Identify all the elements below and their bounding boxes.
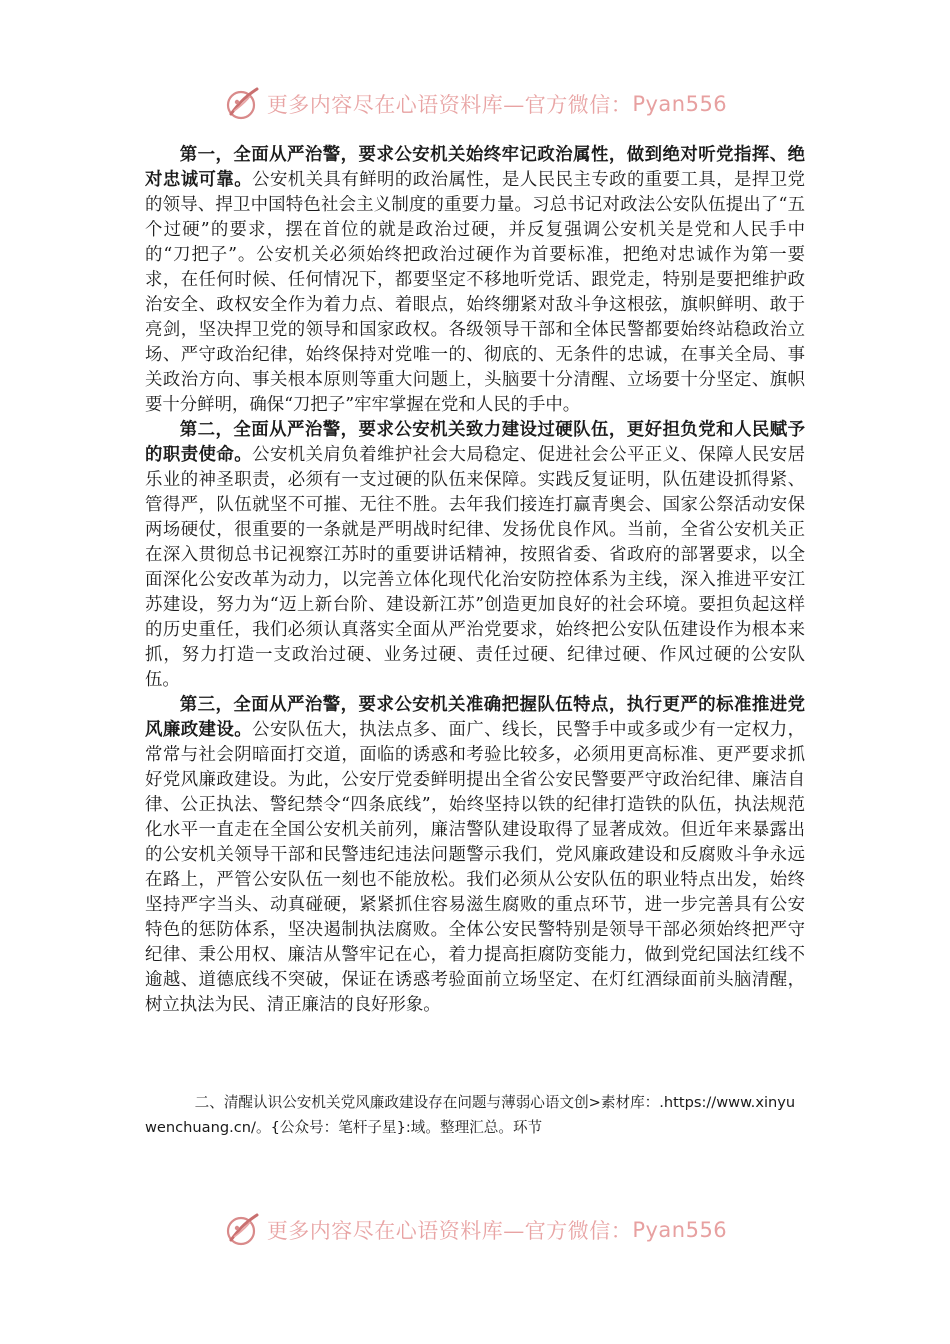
article-body xyxy=(145,143,805,1018)
watermark-banner-bottom xyxy=(0,1208,950,1252)
brush-logo-icon xyxy=(223,1210,263,1250)
watermark-banner-top xyxy=(0,82,950,126)
banner-wechat-id: Pyan556 xyxy=(632,1218,728,1242)
paragraph-3 xyxy=(145,693,805,1018)
banner-text: 更多内容尽在心语资料库—官方微信： xyxy=(266,1219,633,1243)
banner-text: 更多内容尽在心语资料库—官方微信： xyxy=(266,93,633,117)
paragraph-1-body: 公安机关具有鲜明的政治属性，是人民民主专政的重要工具，是捍卫党的领导、捍卫中国特色社会主义制度的重要力量。习总书记对政法公安队伍提出了“五个过硬”的要求，摆在首位的就是政治过硬，并反复强调公安机关是党和人民手中的“刀把子”。公安机关必须始终把政治过硬作为首要标准，把绝对忠诚作为第一要求，在任何时候、任何情况下，都要坚定不移地听党话、跟党走，特别是要把维护政治安全、政权安全作为着力点、着眼点，始终绷紧对敌斗争这根弦，旗帜鲜明、敢于亮剑，坚决捍卫党的领导和国家政权。各级领导干部和全体民警都要始终站稳政治立场、严守政治纪律，始终保持对党唯一的、彻底的、无条件的忠诚，在事关全局、事关政治方向、事关根本原则等重大问题上，头脑要十分清醒、立场要十分坚定、旗帜要十分鲜明，确保“刀把子”牢牢掌握在党和人民的手中。 xyxy=(145,170,805,415)
paragraph-2 xyxy=(145,418,805,693)
paragraph-2-lead: 第二，全面从严治警，要求公安机关致力建设过硬队伍，更好担负党和人民赋予的职责使命。 xyxy=(145,420,805,465)
brush-logo-icon xyxy=(223,84,263,124)
paragraph-3-lead: 第三，全面从严治警，要求公安机关准确把握队伍特点，执行更严的标准推进党风廉政建设。 xyxy=(145,695,805,740)
paragraph-1-lead: 第一，全面从严治警，要求公安机关始终牢记政治属性，做到绝对听党指挥、绝对忠诚可靠。 xyxy=(145,145,805,190)
paragraph-3-body: 公安队伍大，执法点多、面广、线长，民警手中或多或少有一定权力，常常与社会阴暗面打交道，面临的诱惑和考验比较多，必须用更高标准、更严要求抓好党风廉政建设。为此，公安厅党委鲜明提出全省公安民警要严守政治纪律、廉洁自律、公正执法、警纪禁令“四条底线”，始终坚持以铁的纪律打造铁的队伍，执法规范化水平一直走在全国公安机关前列，廉洁警队建设取得了显著成效。但近年来暴露出的公安机关领导干部和民警违纪违法问题警示我们，党风廉政建设和反腐败斗争永远在路上，严管公安队伍一刻也不能放松。我们必须从公安队伍的职业特点出发，始终坚持严字当头、动真碰硬，紧紧抓住容易滋生腐败的重点环节，进一步完善具有公安特色的惩防体系，坚决遏制执法腐败。全体公安民警特别是领导干部必须始终把严守纪律、秉公用权、廉洁从警牢记在心，着力提高拒腐防变能力，做到党纪国法红线不逾越、道德底线不突破，保证在诱惑考验面前立场坚定、在灯红酒绿面前头脑清醒，树立执法为民、清正廉洁的良好形象。 xyxy=(145,720,805,1015)
section-heading-source: 二、清醒认识公安机关党风廉政建设存在问题与薄弱心语文创>素材库：.https://www.xinyuwenchuang.cn/。{公众号：笔杆子星}:域。整理汇总。环节 xyxy=(145,1094,796,1136)
paragraph-2-body: 公安机关肩负着维护社会大局稳定、促进社会公平正义、保障人民安居乐业的神圣职责，必须有一支过硬的队伍来保障。实践反复证明，队伍建设抓得紧、管得严，队伍就坚不可摧、无往不胜。去年我们接连打赢青奥会、国家公祭活动安保两场硬仗，很重要的一条就是严明战时纪律、发扬优良作风。当前，全省公安机关正在深入贯彻总书记视察江苏时的重要讲话精神，按照省委、省政府的部署要求，以全面深化公安改革为动力，以完善立体化现代化治安防控体系为主线，深入推进平安江苏建设，努力为“迈上新台阶、建设新江苏”创造更加良好的社会环境。要担负起这样的历史重任，我们必须认真落实全面从严治党要求，始终把公安队伍建设作为根本来抓，努力打造一支政治过硬、业务过硬、责任过硬、纪律过硬、作风过硬的公安队伍。 xyxy=(145,445,805,690)
paragraph-1 xyxy=(145,143,805,418)
banner-wechat-id: Pyan556 xyxy=(632,92,728,116)
